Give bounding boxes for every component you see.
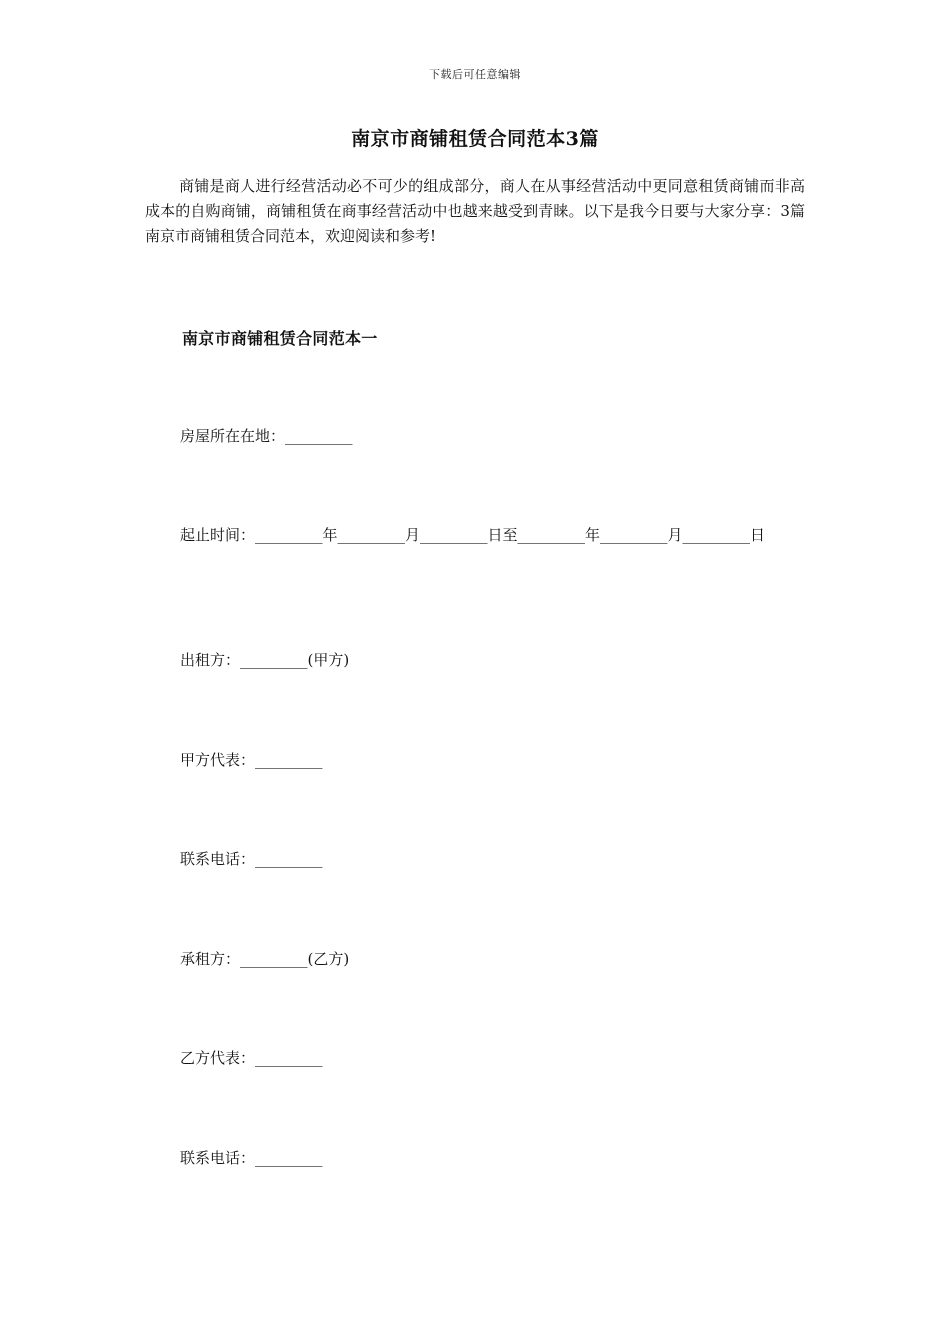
field-lessor: 出租方：_________(甲方) xyxy=(180,651,350,669)
field-party-a-representative: 甲方代表：_________ xyxy=(180,751,323,769)
document-title: 南京市商铺租赁合同范本3篇 xyxy=(351,128,599,150)
section-heading: 南京市商铺租赁合同范本一 xyxy=(182,329,378,348)
intro-paragraph: 商铺是商人进行经营活动必不可少的组成部分，商人在从事经营活动中更同意租赁商铺而非高成本的自购商铺，商铺租赁在商事经营活动中也越来越受到青睐。以下是我今日要与大家分享：3篇南京市商铺租赁合同范本，欢迎阅读和参考! xyxy=(145,177,805,245)
field-party-a-phone: 联系电话：_________ xyxy=(180,850,323,868)
field-party-b-representative: 乙方代表：_________ xyxy=(180,1049,323,1067)
field-party-b-phone: 联系电话：_________ xyxy=(180,1149,323,1167)
field-lease-period: 起止时间：_________年_________月_________日至_________年_________月_________日 xyxy=(180,526,766,544)
field-lessee: 承租方：_________(乙方) xyxy=(180,950,350,968)
field-property-address: 房屋所在在地：_________ xyxy=(180,427,353,445)
header-note: 下载后可任意编辑 xyxy=(429,68,521,81)
